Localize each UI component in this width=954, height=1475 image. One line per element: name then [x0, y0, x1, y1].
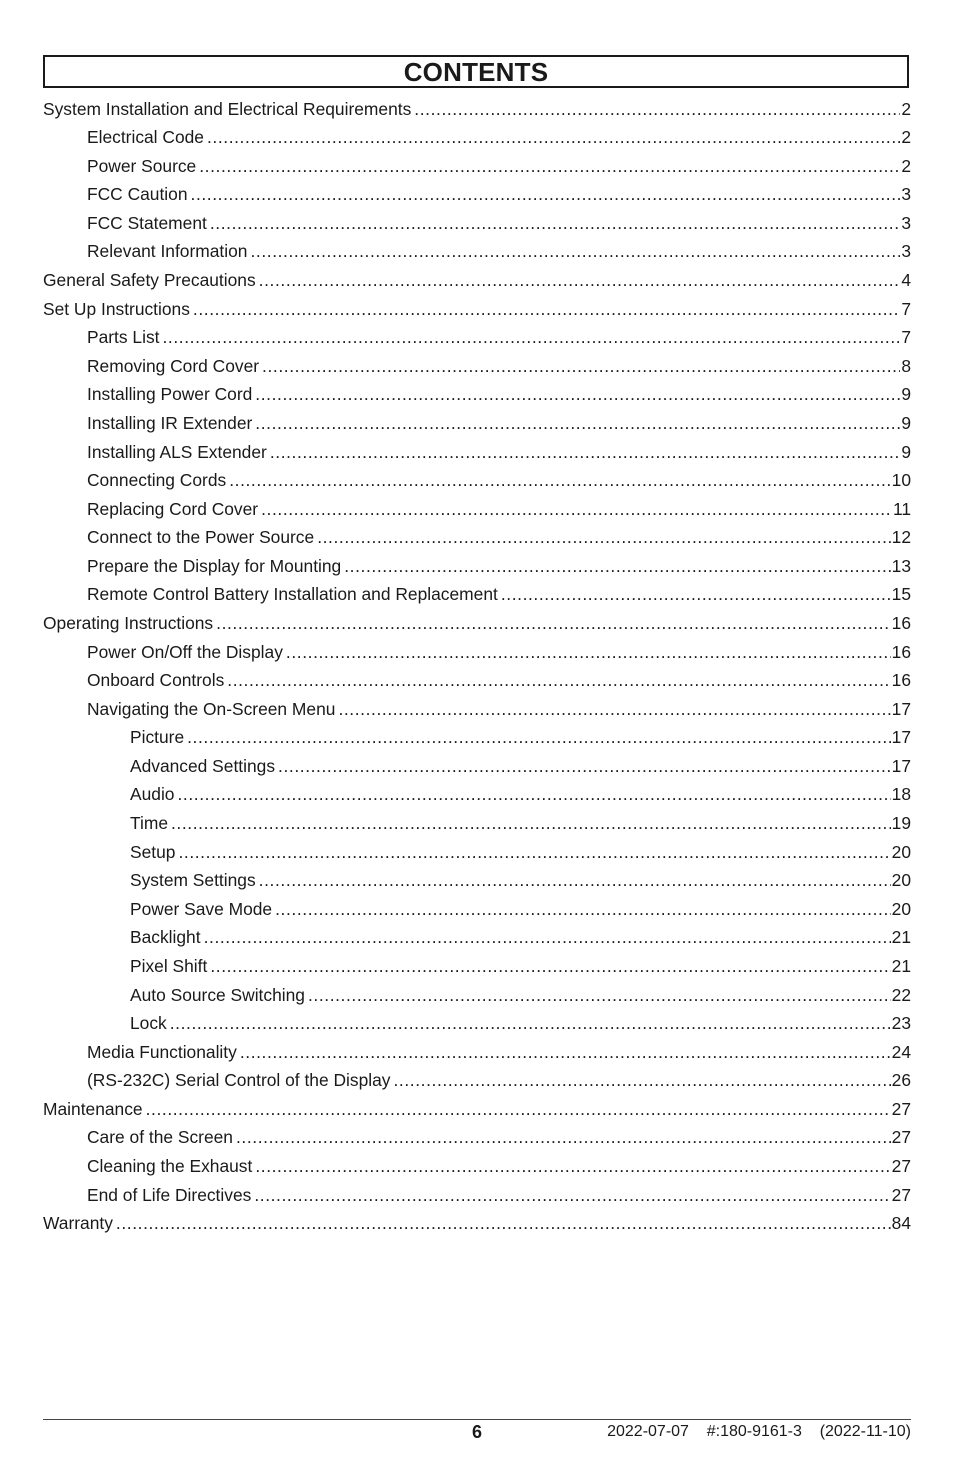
toc-entry-label: Advanced Settings: [130, 755, 276, 776]
toc-entry-label: General Safety Precautions: [43, 270, 256, 291]
toc-entry-label: Replacing Cord Cover: [87, 498, 259, 519]
toc-entry-label: Warranty: [43, 1213, 113, 1234]
toc-entry-page-number: 7: [901, 298, 911, 319]
toc-entry[interactable]: [43, 266, 911, 295]
toc-entry-page-number: 24: [891, 1041, 911, 1062]
toc-entry-page-number: 17: [891, 698, 911, 719]
toc-entry-label: Power Source: [87, 155, 197, 176]
toc-dot-leader: [317, 529, 890, 546]
toc-entry-page-number: 2: [901, 127, 911, 148]
toc-entry-label: Picture: [130, 727, 185, 748]
toc-entry-label: Backlight: [130, 927, 201, 948]
toc-entry[interactable]: [43, 381, 911, 410]
footer-document-info: 2022-07-07 #:180-9161-3 (2022-11-10): [607, 1423, 911, 1440]
toc-entry-page-number: 22: [891, 984, 911, 1005]
toc-entry-label: Pixel Shift: [130, 955, 208, 976]
toc-entry-page-number: 13: [891, 555, 911, 576]
toc-entry-page-number: 27: [891, 1184, 911, 1205]
footer-page-number: 6: [471, 1422, 482, 1442]
contents-title-box: [43, 55, 909, 88]
toc-entry[interactable]: [43, 438, 911, 467]
toc-dot-leader: [259, 272, 901, 289]
toc-entry-label: Parts List: [87, 327, 160, 348]
toc-entry[interactable]: [43, 181, 911, 210]
toc-entry-label: FCC Caution: [87, 184, 188, 205]
toc-dot-leader: [170, 1015, 891, 1032]
toc-entry-label: Set Up Instructions: [43, 298, 190, 319]
toc-dot-leader: [254, 1187, 890, 1204]
toc-dot-leader: [210, 958, 890, 975]
toc-entry-page-number: 3: [901, 212, 911, 233]
toc-entry-page-number: 15: [891, 584, 911, 605]
toc-entry-label: System Settings: [130, 870, 256, 891]
toc-entry-label: Installing Power Cord: [87, 384, 253, 405]
toc-dot-leader: [193, 301, 900, 318]
toc-entry-page-number: 3: [901, 184, 911, 205]
toc-dot-leader: [171, 815, 891, 832]
toc-entry[interactable]: [43, 838, 911, 867]
toc-entry-label: Operating Instructions: [43, 612, 214, 633]
toc-entry-label: Lock: [130, 1013, 167, 1034]
toc-entry[interactable]: [43, 895, 911, 924]
toc-dot-leader: [199, 158, 900, 175]
toc-dot-leader: [236, 1129, 891, 1146]
toc-entry-label: Maintenance: [43, 1098, 143, 1119]
toc-entry[interactable]: [43, 238, 911, 267]
toc-entry[interactable]: [43, 524, 911, 553]
toc-entry[interactable]: [43, 1181, 911, 1210]
toc-entry-label: Setup: [130, 841, 176, 862]
toc-dot-leader: [275, 901, 891, 918]
toc-entry-label: Electrical Code: [87, 127, 204, 148]
toc-entry-page-number: 27: [891, 1127, 911, 1148]
toc-dot-leader: [250, 243, 900, 260]
toc-entry-page-number: 7: [901, 327, 911, 348]
toc-entry[interactable]: [43, 124, 911, 153]
toc-entry-label: Power Save Mode: [130, 898, 273, 919]
toc-entry-page-number: 23: [891, 1013, 911, 1034]
toc-entry-page-number: 16: [891, 612, 911, 633]
toc-entry-label: Connecting Cords: [87, 470, 227, 491]
toc-entry[interactable]: [43, 152, 911, 181]
toc-entry[interactable]: [43, 95, 911, 124]
toc-dot-leader: [229, 472, 890, 489]
toc-entry[interactable]: [43, 695, 911, 724]
toc-entry-label: Installing IR Extender: [87, 412, 253, 433]
toc-entry-page-number: 12: [891, 527, 911, 548]
toc-entry[interactable]: [43, 295, 911, 324]
toc-dot-leader: [259, 872, 891, 889]
toc-entry[interactable]: [43, 981, 911, 1010]
toc-entry-label: Auto Source Switching: [130, 984, 305, 1005]
toc-dot-leader: [308, 987, 891, 1004]
toc-entry[interactable]: [43, 809, 911, 838]
toc-entry-page-number: 18: [891, 784, 911, 805]
toc-entry-label: Relevant Information: [87, 241, 248, 262]
toc-dot-leader: [278, 758, 891, 775]
toc-entry[interactable]: [43, 495, 911, 524]
toc-entry-page-number: 20: [891, 898, 911, 919]
toc-dot-leader: [240, 1044, 891, 1061]
toc-entry-label: Onboard Controls: [87, 670, 225, 691]
toc-dot-leader: [216, 615, 891, 632]
toc-entry-page-number: 4: [901, 270, 911, 291]
toc-entry[interactable]: [43, 1095, 911, 1124]
toc-entry[interactable]: [43, 581, 911, 610]
toc-entry-label: Audio: [130, 784, 175, 805]
toc-entry-page-number: 3: [901, 241, 911, 262]
toc-dot-leader: [344, 558, 890, 575]
toc-entry[interactable]: [43, 1210, 911, 1239]
toc-entry[interactable]: [43, 609, 911, 638]
toc-entry-label: End of Life Directives: [87, 1184, 252, 1205]
toc-entry-page-number: 10: [891, 470, 911, 491]
toc-entry[interactable]: [43, 467, 911, 496]
toc-dot-leader: [261, 501, 892, 518]
toc-entry[interactable]: [43, 209, 911, 238]
toc-dot-leader: [207, 129, 900, 146]
toc-dot-leader: [255, 386, 900, 403]
toc-entry[interactable]: [43, 952, 911, 981]
table-of-contents: [43, 95, 911, 1238]
toc-entry[interactable]: [43, 781, 911, 810]
toc-entry-page-number: 27: [891, 1155, 911, 1176]
toc-entry-page-number: 11: [892, 498, 911, 519]
toc-entry-page-number: 19: [891, 813, 911, 834]
toc-entry-page-number: 9: [901, 412, 911, 433]
toc-entry-page-number: 9: [901, 384, 911, 405]
toc-entry[interactable]: [43, 724, 911, 753]
toc-entry[interactable]: [43, 1010, 911, 1039]
toc-entry[interactable]: [43, 1124, 911, 1153]
toc-entry[interactable]: [43, 924, 911, 953]
toc-entry[interactable]: [43, 867, 911, 896]
toc-entry[interactable]: [43, 352, 911, 381]
toc-entry-page-number: 9: [901, 441, 911, 462]
toc-entry-label: Prepare the Display for Mounting: [87, 555, 342, 576]
toc-entry-label: Installing ALS Extender: [87, 441, 267, 462]
toc-dot-leader: [286, 644, 891, 661]
toc-entry-label: Remote Control Battery Installation and Replacement: [87, 584, 498, 605]
toc-entry-page-number: 26: [891, 1070, 911, 1091]
toc-entry-page-number: 20: [891, 870, 911, 891]
toc-dot-leader: [501, 586, 891, 603]
toc-entry-page-number: 2: [901, 155, 911, 176]
toc-entry-label: Time: [130, 813, 168, 834]
toc-entry-label: Navigating the On-Screen Menu: [87, 698, 336, 719]
toc-dot-leader: [338, 701, 890, 718]
toc-dot-leader: [146, 1101, 891, 1118]
toc-dot-leader: [116, 1215, 891, 1232]
toc-entry-label: Power On/Off the Display: [87, 641, 283, 662]
toc-entry-page-number: 8: [901, 355, 911, 376]
toc-dot-leader: [210, 215, 900, 232]
toc-entry-label: Media Functionality: [87, 1041, 237, 1062]
toc-entry[interactable]: [43, 324, 911, 353]
toc-dot-leader: [414, 101, 900, 118]
toc-entry-label: Cleaning the Exhaust: [87, 1155, 253, 1176]
toc-entry-label: Care of the Screen: [87, 1127, 233, 1148]
toc-dot-leader: [262, 358, 900, 375]
toc-entry-page-number: 17: [891, 727, 911, 748]
toc-entry-label: FCC Statement: [87, 212, 207, 233]
toc-entry-page-number: 16: [891, 641, 911, 662]
toc-dot-leader: [394, 1072, 891, 1089]
toc-dot-leader: [187, 729, 891, 746]
toc-entry[interactable]: [43, 638, 911, 667]
toc-entry-page-number: 21: [891, 955, 911, 976]
toc-entry-page-number: 84: [891, 1213, 911, 1234]
toc-entry-label: Connect to the Power Source: [87, 527, 315, 548]
toc-entry[interactable]: [43, 752, 911, 781]
toc-entry-label: (RS-232C) Serial Control of the Display: [87, 1070, 391, 1091]
toc-entry-page-number: 20: [891, 841, 911, 862]
toc-dot-leader: [204, 929, 891, 946]
toc-entry[interactable]: [43, 552, 911, 581]
toc-entry-page-number: 2: [901, 98, 911, 119]
toc-entry-page-number: 16: [891, 670, 911, 691]
toc-entry-page-number: 27: [891, 1098, 911, 1119]
toc-entry-page-number: 17: [891, 755, 911, 776]
toc-dot-leader: [255, 415, 900, 432]
toc-dot-leader: [270, 444, 901, 461]
toc-entry[interactable]: [43, 1067, 911, 1096]
toc-entry-label: System Installation and Electrical Requirements: [43, 98, 412, 119]
toc-dot-leader: [177, 786, 890, 803]
toc-dot-leader: [162, 329, 900, 346]
toc-entry-page-number: 21: [891, 927, 911, 948]
footer-divider: [43, 1419, 911, 1420]
toc-dot-leader: [178, 844, 890, 861]
page-title: CONTENTS: [403, 56, 549, 87]
toc-entry[interactable]: [43, 409, 911, 438]
toc-dot-leader: [227, 672, 890, 689]
toc-entry[interactable]: [43, 667, 911, 696]
toc-entry-label: Removing Cord Cover: [87, 355, 260, 376]
toc-entry[interactable]: [43, 1038, 911, 1067]
toc-dot-leader: [255, 1158, 890, 1175]
toc-dot-leader: [191, 186, 901, 203]
toc-entry[interactable]: [43, 1152, 911, 1181]
